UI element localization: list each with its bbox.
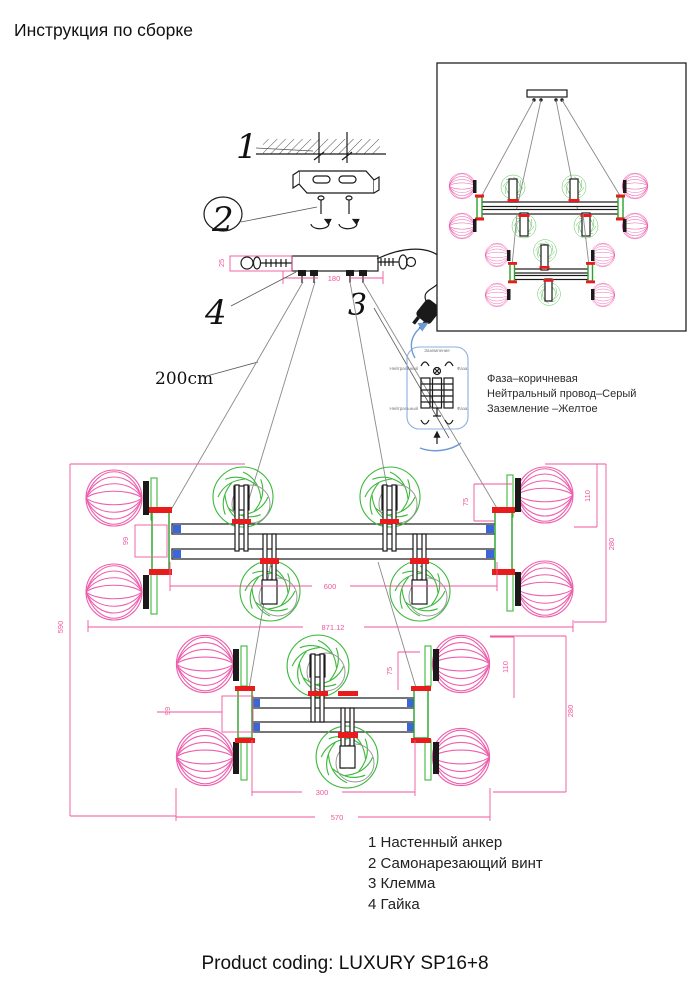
inset-overview: [437, 63, 686, 331]
lower-tier-drawing: [157, 635, 575, 822]
dim-600: 600: [323, 582, 337, 591]
terminal-label-ground: Заземление: [424, 348, 450, 353]
wiring-phase: Фаза–коричневая: [487, 373, 578, 385]
dim-570: 570: [330, 813, 344, 822]
dim-300: 300: [315, 788, 329, 797]
legend-item-2: 2 Самонарезающий винт: [368, 854, 543, 872]
dim-180: 180: [327, 274, 341, 283]
terminal-label-neutral: Нейтральный: [389, 406, 418, 411]
dim-871: 871.12: [321, 623, 345, 632]
part-label-4: 4: [205, 293, 227, 333]
dim-590: 590: [56, 620, 65, 634]
drop-length-label: 200cm: [155, 369, 214, 389]
part-label-1: 1: [236, 127, 258, 167]
inset-border: [437, 63, 686, 331]
part-label-3: 3: [348, 288, 368, 323]
legend-item-4: 4 Гайка: [368, 895, 420, 913]
product-coding: Product coding: LUXURY SP16+8: [201, 953, 489, 974]
self-tapping-screws: [318, 196, 352, 214]
dim-75-lower: 75: [385, 666, 394, 676]
legend-item-1: 1 Настенный анкер: [368, 834, 503, 851]
wiring-ground: Заземление –Желтое: [487, 403, 598, 415]
terminal-label-phase: Фаза: [457, 366, 468, 371]
dim-99-lower: 99: [163, 706, 172, 716]
wiring-notes: [487, 373, 636, 415]
dim-110-lower: 110: [501, 661, 510, 673]
terminal-label-neutral: Нейтральный: [389, 366, 418, 371]
dim-110-upper: 110: [583, 490, 592, 502]
dim-280-upper: 280: [607, 537, 616, 551]
dim-280-lower: 280: [566, 704, 575, 718]
dim-75-upper: 75: [461, 497, 470, 507]
part-label-2: 2: [212, 200, 234, 240]
inset-ceiling-plate: [527, 90, 567, 97]
parts-legend: [368, 833, 543, 915]
wiring-neutral: Нейтральный провод–Серый: [487, 388, 637, 400]
ceiling-hatch: [263, 139, 380, 154]
legend-item-3: 3 Клемма: [368, 875, 436, 892]
terminal-diagram: [389, 324, 468, 451]
mounting-bracket: [293, 171, 379, 193]
dim-99-upper: 99: [121, 536, 130, 546]
rotation-arrows: [311, 220, 357, 229]
terminal-label-phase: Фаза: [457, 406, 468, 411]
page-title: Инструкция по сборке: [14, 20, 193, 40]
blue-arc-icon: [420, 443, 461, 451]
dim-25: 25: [217, 258, 226, 268]
